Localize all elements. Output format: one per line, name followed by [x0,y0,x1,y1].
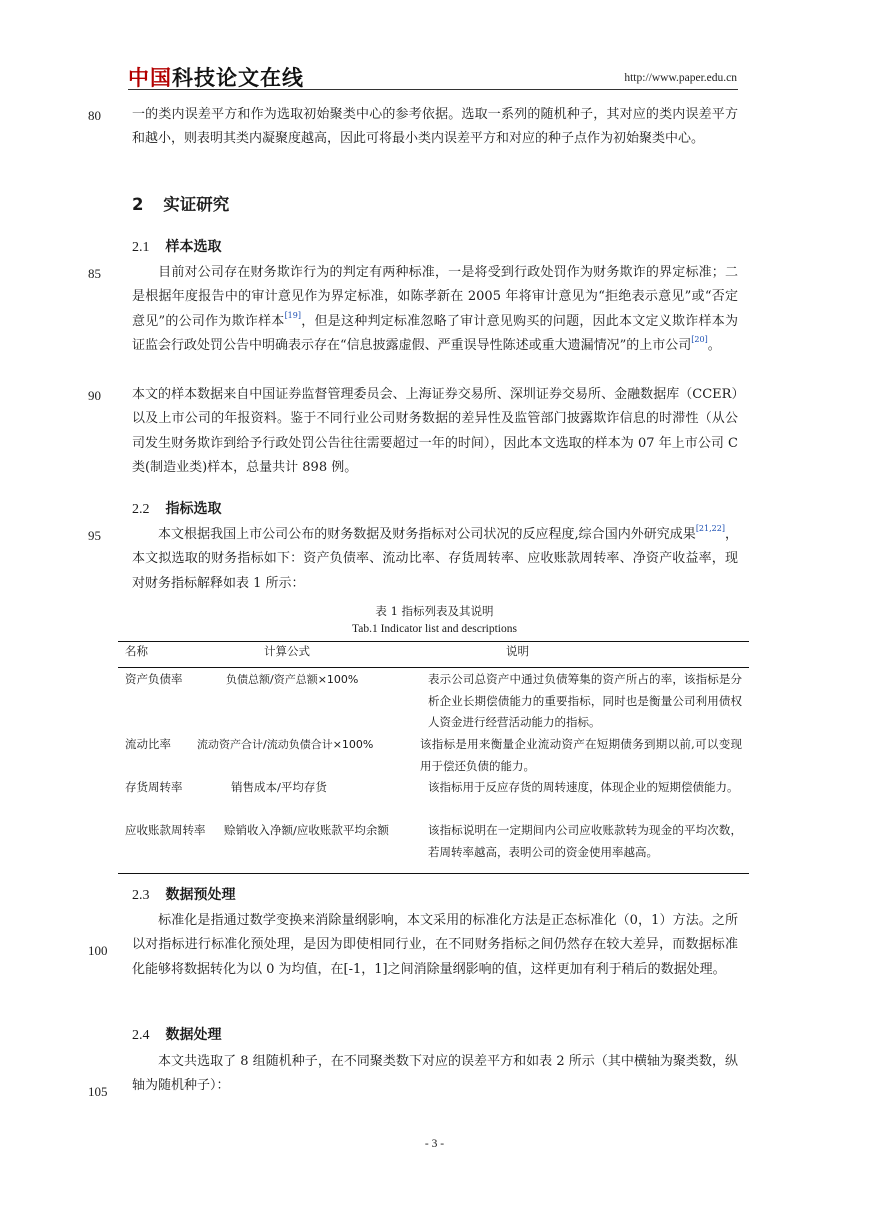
table-cell-desc: 该指标是用来衡量企业流动资产在短期债务到期以前,可以变现用于偿还负债的能力。 [420,737,742,773]
table-cell-formula: 负债总额/资产总额×100% [226,673,359,686]
table-cell-formula: 流动资产合计/流动负债合计×100% [197,738,374,751]
table-bottom-rule [118,873,749,874]
table-cell-name: 资产负债率 [125,672,183,686]
subsection-heading-2-4 [132,1024,222,1044]
indicator-paragraph [132,523,738,596]
table-cell-desc: 表示公司总资产中通过负债筹集的资产所占的率，该指标是分析企业长期偿债能力的重要指标，同时也是衡量公司利用债权人资金进行经营活动能力的指标。 [428,672,742,729]
para-text: 目前对公司存在财务欺诈行为的判定有两种标准，一是将受到行政处罚作为财务欺诈的界定标准；二是根据年度报告中的审计意见作为界定标准，如陈孝新在 2005 年将审计意见为“拒绝表示意见”或“否定意见”的公司作为欺诈样本 [132,265,738,329]
table-header-rule [118,667,749,668]
processing-paragraph [132,1050,738,1099]
citation[interactable]: [19] [284,310,301,320]
preprocess-paragraph [132,909,738,982]
line-number: 95 [88,528,101,543]
logo-red-text: 中国 [128,66,172,90]
table-caption-en: Tab.1 Indicator list and descriptions [352,623,517,635]
subsection-heading-2-3 [132,884,236,904]
table-cell-desc: 该指标说明在一定期间内公司应收账款转为现金的平均次数，若周转率越高，表明公司的资金使用率越高。 [428,823,742,859]
table-cell-name: 存货周转率 [125,780,183,794]
section-title: 实证研究 [163,195,230,214]
para-text: 标准化是指通过数学变换来消除量纲影响，本文采用的标准化方法是正态标准化（0，1）方法。之所以对指标进行标准化预处理，是因为即使相同行业，在不同财务指标之间仍然存在较大差异，而数据标准化能够将数据转化为以 0 为均值，在[-1，1]之间消除量纲影响的值，这样更加有利于稍后的数据处理。 [132,913,738,977]
sample-paragraph-1 [132,261,738,358]
line-number: 105 [88,1084,108,1099]
subsection-title: 数据预处理 [165,887,236,903]
section-heading [132,191,229,215]
line-number: 90 [88,388,101,403]
section-number: 2 [132,195,144,214]
para-text: ，但是这种判定标准忽略了审计意见购买的问题，因此本文定义欺诈样本为证监会行政处罚公告中明确表示存在“信息披露虚假、严重误导性陈述或重大遗漏情况”的上市公司 [132,313,738,353]
header-formula: 计算公式 [264,644,310,658]
para-text: 。 [707,337,721,353]
header-rule [128,89,738,90]
table-top-rule [118,641,749,642]
logo-dark-text: 科技论文在线 [172,66,304,90]
table-cell-name: 流动比率 [125,737,171,751]
para-text: 本文共选取了 8 组随机种子，在不同聚类数下对应的误差平方和如表 2 所示（其中横轴为聚类数，纵轴为随机种子）： [132,1054,738,1094]
subsection-number: 2.2 [132,502,150,517]
para-text: ，本文拟选取的财务指标如下：资产负债率、流动比率、存货周转率、应收账款周转率、净资产收益率，现对财务指标解释如表 1 所示： [132,527,738,591]
intro-paragraph: 一的类内误差平方和作为选取初始聚类中心的参考依据。选取一系列的随机种子，其对应的类内误差平方和越小，则表明其类内凝聚度越高，因此可将最小类内误差平方和对应的种子点作为初始聚类中心。 [132,107,738,147]
citation[interactable]: [20] [691,334,708,344]
table-cell-formula: 销售成本/平均存货 [231,780,327,794]
page-number: - 3 - [424,1138,445,1150]
table-cell-formula: 赊销收入净额/应收账款平均余额 [224,823,389,837]
line-number: 100 [88,943,108,958]
sample-paragraph-2: 本文的样本数据来自中国证券监督管理委员会、上海证券交易所、深圳证券交易所、金融数据库（CCER）以及上市公司的年报资料。鉴于不同行业公司财务数据的差异性及监管部门披露欺诈信息的时滞性（从公司发生财务欺诈到给予行政处罚公告往往需要超过一年的时间），因此本文选取的样本为 07 年上市公司 C 类(制造业类)样本，总量共计 898 例。 [132,387,738,475]
subsection-number: 2.3 [132,888,150,903]
table-cell-desc: 该指标用于反应存货的周转速度，体现企业的短期偿债能力。 [428,780,739,794]
line-number: 80 [88,108,101,123]
subsection-heading-2-1 [132,236,222,256]
subsection-title: 数据处理 [165,1027,222,1043]
subsection-heading-2-2 [132,498,222,518]
subsection-title: 样本选取 [165,239,222,255]
citation[interactable]: [21,22] [695,524,725,533]
table-cell-name: 应收账款周转率 [125,823,206,837]
subsection-number: 2.4 [132,1028,150,1043]
line-number: 85 [88,266,101,281]
header-name: 名称 [125,644,148,658]
para-text: 本文根据我国上市公司公布的财务数据及财务指标对公司状况的反应程度,综合国内外研究成果 [158,527,696,542]
subsection-title: 指标选取 [165,501,222,517]
header-desc: 说明 [506,644,529,658]
indicator-table [118,641,749,875]
subsection-number: 2.1 [132,240,150,255]
header-url[interactable]: http://www.paper.edu.cn [624,72,737,84]
table-caption-cn: 表 1 指标列表及其说明 [375,604,494,618]
journal-logo [128,62,304,92]
